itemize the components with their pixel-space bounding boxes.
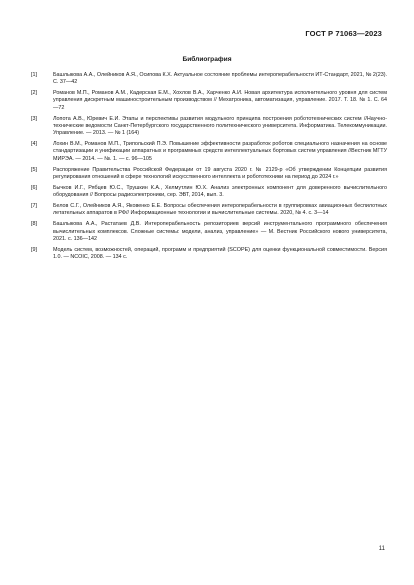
reference-item <box>31 185 387 200</box>
reference-text: Башлыкова А.А., Растатаев Д.В. Интероперабельность репозиториев версий инструментального программного обеспечения вычислительных комплексов. Сложные системы: модели, анализ, управление» — М. Вестник Российского нового университета, 2021. с. 136—142 <box>53 221 387 242</box>
reference-list <box>31 72 387 265</box>
reference-number: [3] <box>31 115 37 122</box>
page-number: 11 <box>378 546 385 552</box>
reference-text: Романов М.П., Романов А.М., Кадерская Е.М., Хохлов В.А., Харченко А.И. Новая архитектура исполнительного уровня для систем управления дискретным машиностроительным производством // Мехатроника, автоматизация, управление. 2017. Т. 18. № 1. С. 64—72 <box>53 90 387 111</box>
reference-item <box>31 72 387 87</box>
reference-item <box>31 90 387 112</box>
document-code: ГОСТ Р 71063—2023 <box>305 29 382 38</box>
reference-number: [7] <box>31 203 37 210</box>
reference-number: [6] <box>31 184 37 191</box>
reference-item <box>31 167 387 182</box>
reference-number: [9] <box>31 246 37 253</box>
reference-item <box>31 221 387 243</box>
reference-number: [2] <box>31 90 37 97</box>
reference-text: Распоряжение Правительства Российской Федерации от 19 августа 2020 г. № 2129-р «Об утверждении Концепции развития регулирования отношений в сфере технологий искусственного интеллекта и робототехники на период до 2024 г.» <box>53 166 387 180</box>
reference-text: Башлыкова А.А., Олейников А.Я., Осипова К.Х. Актуальное состояние проблемы интероперабельности ИТ-Стандарт, 2021, № 2(23). С. 37—42 <box>53 72 387 86</box>
reference-number: [4] <box>31 141 37 148</box>
reference-number: [5] <box>31 166 37 173</box>
reference-item <box>31 141 387 163</box>
reference-item <box>31 203 387 218</box>
reference-text: Бычков И.Г., Рябцев Ю.С., Трушкин К.А., Хелмутлин Ю.Х. Анализ электронных компонент для доверенного вычислительного оборудования // Вопросы радиоэлектроники, сер. ЭВТ, 2014, вып. 3. <box>53 184 387 199</box>
reference-text: Модель систем, возможностей, операций, программ и предприятий (SCOPE) для оценки функциональной совместимости. Версия 1.0. — NCOIC, 2008. — 134 с. <box>53 246 387 260</box>
reference-item <box>31 116 387 138</box>
reference-text: Лохин В.М., Романов М.П., Трипольский П.Э. Повышение эффективности разработок роботов специального назначения на основе стандартизации и унификации аппаратных и программных средств интеллектуальных бортовых систем управления //Вестник МГТУ МИРЭА. — 2014. — №. 1. — с. 96—105 <box>53 141 387 162</box>
bibliography-title: Библиография <box>182 56 232 63</box>
reference-number: [8] <box>31 221 37 228</box>
reference-text: Лопота А.В., Юревич Е.И. Этапы и перспективы развития модульного принципа построения робототехнических систем //Научно-технические ведомости Санкт-Петербургского государственного политехнического университета. Информатика. Телекоммуникации. Управление. — 2013. — № 1 (164) <box>53 115 387 137</box>
reference-text: Белов С.Г., Олейников А.Я., Яковенко Е.Е. Вопросы обеспечения интероперабельности в группировках авиационных беспилотных летательных аппаратов в РФ// Информационные технологии и вычислительные системы. 2020, № 4. с. 3—14 <box>53 203 387 217</box>
reference-number: [1] <box>31 72 37 78</box>
reference-item <box>31 247 387 262</box>
